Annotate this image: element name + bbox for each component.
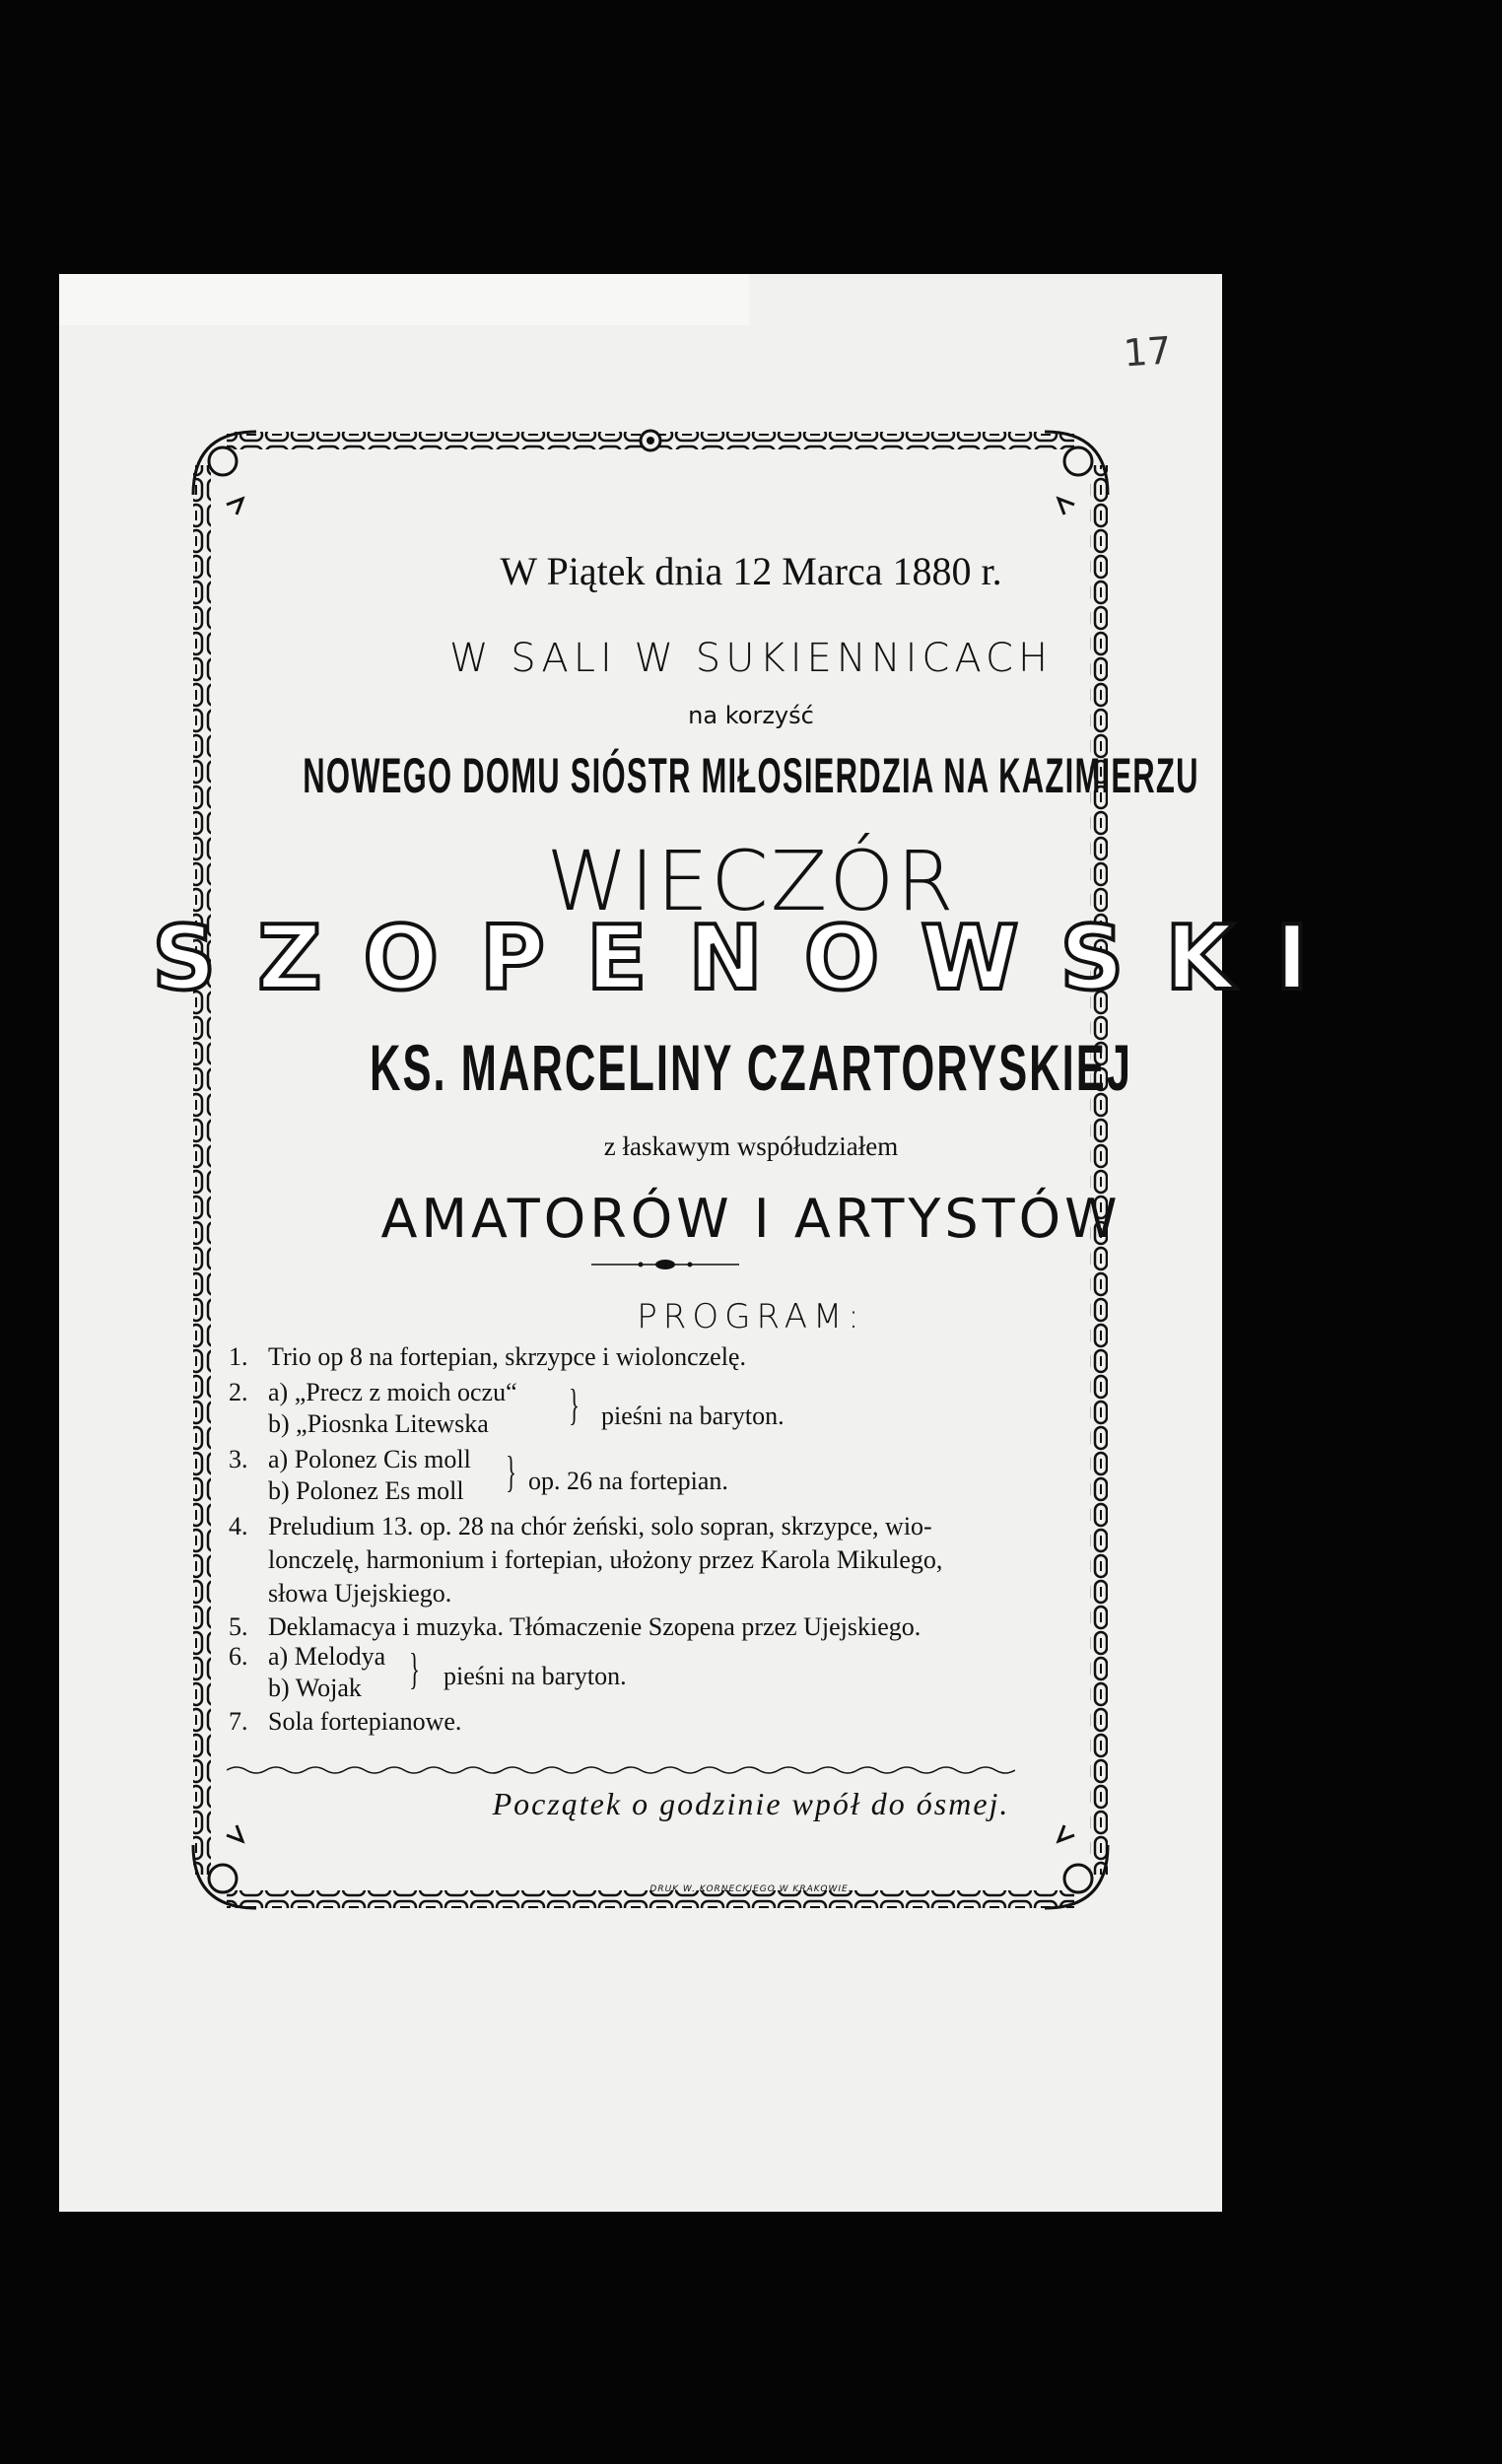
ornament-divider: [591, 1259, 739, 1270]
event-title-line2: SZOPENOWSKI: [152, 907, 1350, 1010]
benefit-line: na korzyść: [688, 702, 814, 729]
program-item-2a: a) „Precz z moich oczu“: [268, 1378, 517, 1406]
program-item-5: Deklamacya i muzyka. Tłómaczenie Szopena przez Ujejskiego.: [268, 1612, 922, 1641]
program-item-5-number: 5.: [229, 1612, 248, 1641]
printer-imprint: DRUK W. KORNECKIEGO W KRAKOWIE.: [649, 1884, 853, 1894]
program-item-7-number: 7.: [229, 1707, 248, 1736]
program-item-3a: a) Polonez Cis moll: [268, 1445, 471, 1473]
program-item-2b: b) „Piosnka Litewska: [268, 1409, 489, 1438]
host-line: KS. MARCELINY CZARTORYSKIEJ: [370, 1031, 1132, 1104]
program-item-7: Sola fortepianowe.: [268, 1707, 462, 1736]
program-item-3-note: op. 26 na fortepian.: [528, 1467, 728, 1495]
program-item-4-line2: lonczelę, harmonium i fortepian, ułożony przez Karola Mikulego,: [268, 1545, 943, 1574]
program-item-2-number: 2.: [229, 1378, 248, 1406]
program-item-6b: b) Wojak: [268, 1674, 362, 1702]
program-item-4-number: 4.: [229, 1512, 248, 1540]
program-item-3-number: 3.: [229, 1445, 248, 1473]
program-item-6a: a) Melodya: [268, 1642, 386, 1671]
date-line: W Piątek dnia 12 Marca 1880 r.: [500, 549, 1002, 593]
program-item-6-note: pieśni na baryton.: [444, 1662, 627, 1690]
beneficiary-line: NOWEGO DOMU SIÓSTR MIŁOSIERDZIA NA KAZIMIERZU: [303, 748, 1199, 803]
performers-line: AMATORÓW I ARTYSTÓW: [380, 1188, 1122, 1250]
wavy-divider: [227, 1764, 1015, 1776]
program-heading: PROGRAM:: [637, 1297, 865, 1336]
program-item-6-number: 6.: [229, 1642, 248, 1671]
program-item-4-line3: słowa Ujejskiego.: [268, 1579, 452, 1608]
event-title-line1: WIECZÓR: [546, 833, 956, 929]
brace-6: }: [409, 1645, 420, 1693]
program-item-4-line1: Preludium 13. op. 28 na chór żeński, solo sopran, skrzypce, wio-: [268, 1512, 932, 1540]
brace-3: }: [506, 1448, 516, 1496]
brace-2: }: [569, 1381, 580, 1429]
program-item-1-number: 1.: [229, 1342, 248, 1371]
paper-edge: [59, 274, 749, 325]
venue-line: W SALI W SUKIENNICACH: [448, 636, 1054, 681]
participation-line: z łaskawym współudziałem: [603, 1131, 899, 1161]
start-time-line: Początek o godzinie wpół do ósmej.: [492, 1786, 1010, 1821]
program-item-1: Trio op 8 na fortepian, skrzypce i wiolonczelę.: [268, 1342, 746, 1371]
program-item-3b: b) Polonez Es moll: [268, 1476, 464, 1505]
program-item-2-note: pieśni na baryton.: [601, 1402, 785, 1430]
archive-number: 17: [1122, 328, 1173, 376]
